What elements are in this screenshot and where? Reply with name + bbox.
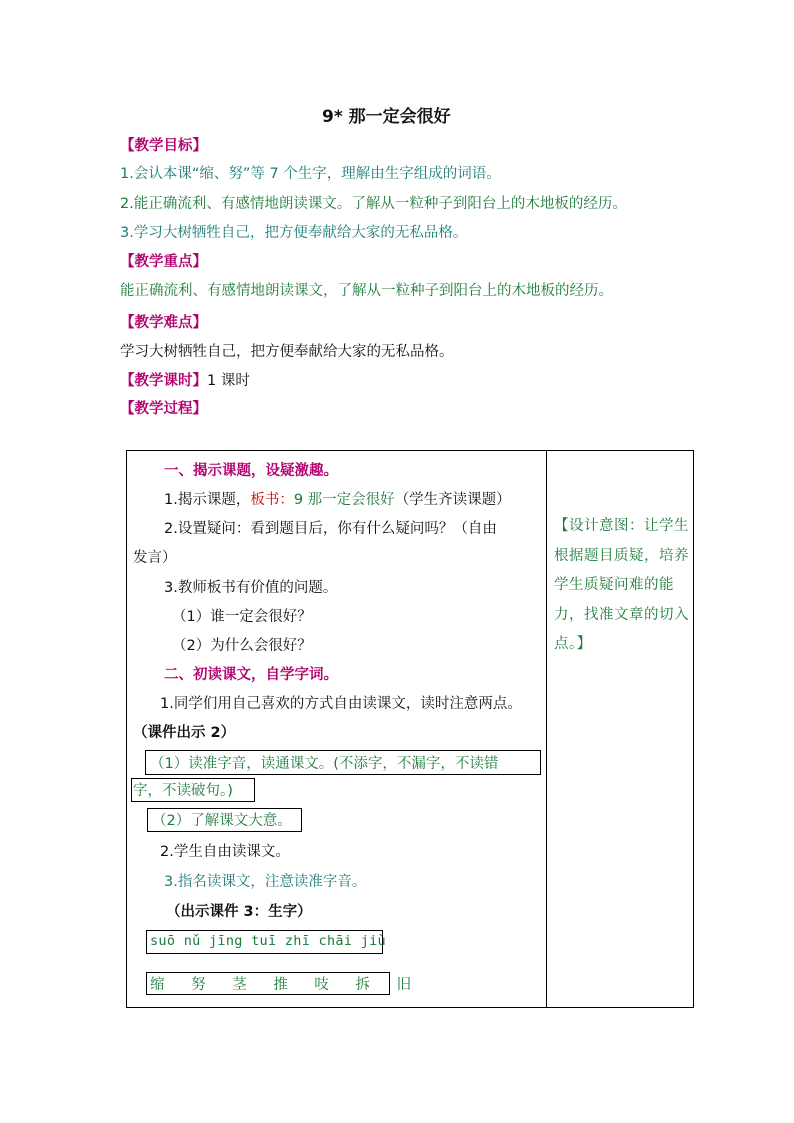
- hours-line: [120, 369, 250, 390]
- s2-line1: 1.同学们用自己喜欢的方式自由读课文，读时注意两点。: [160, 696, 522, 712]
- reading-requirement-1: （1）读准字音，读通课文。(不添字，不漏字，不读错: [150, 756, 499, 772]
- objectives-heading: 【教学目标】: [120, 138, 207, 154]
- board-writing-title: 9 那一定会很好: [293, 492, 395, 508]
- question-1: （1）谁一定会很好？: [172, 609, 312, 625]
- s2-line2: 2.学生自由读课文。: [160, 844, 290, 860]
- objective-item: 3.学习大树牺牲自己，把方便奉献给大家的无私品格。: [120, 225, 468, 241]
- question-2: （2）为什么会很好？: [172, 638, 312, 654]
- section1-title: 一、揭示课题，设疑激趣。: [164, 463, 338, 479]
- pinyin-row: suō nǔ jīng tuī zhī chāi jiù: [150, 933, 386, 949]
- key-points-text: 能正确流利、有感情地朗读课文，了解从一粒种子到阳台上的木地板的经历。: [120, 283, 613, 299]
- s1-line3: 3.教师板书有价值的问题。: [164, 580, 338, 596]
- process-heading: 【教学过程】: [120, 401, 207, 417]
- hours-value: 1 课时: [207, 373, 250, 389]
- objective-item: 2.能正确流利、有感情地朗读课文。了解从一粒种子到阳台上的木地板的经历。: [120, 196, 627, 212]
- table-divider: [546, 450, 547, 1008]
- hours-heading: 【教学课时】: [120, 373, 207, 389]
- characters-row: 缩 努 茎 推 吱 拆 旧: [150, 977, 423, 993]
- reading-requirement-2: （2）了解课文大意。: [152, 813, 292, 829]
- reading-requirement-1-cont: 字，不读破句。): [133, 783, 233, 799]
- courseware-2: （课件出示 2）: [133, 725, 236, 741]
- design-intent-note: 【设计意图：让学生根据题目质疑，培养学生质疑问难的能力，找准文章的切入点。】: [554, 518, 689, 652]
- s1-line1-d: （学生齐读课题）: [394, 492, 511, 508]
- difficulties-text: 学习大树牺牲自己，把方便奉献给大家的无私品格。: [120, 344, 454, 360]
- courseware-3: （出示课件 3：生字）: [166, 904, 312, 920]
- s1-line1-a: 1.揭示课题，: [164, 492, 251, 508]
- key-points-heading: 【教学重点】: [120, 254, 207, 270]
- s1-line1: [164, 488, 511, 509]
- section2-title: 二、初读课文，自学字词。: [164, 667, 338, 683]
- s1-line2-cont: 发言）: [133, 550, 177, 566]
- s1-line2: 2.设置疑问：看到题目后，你有什么疑问吗？（自由: [164, 521, 497, 537]
- page-title: 9* 那一定会很好: [322, 107, 451, 127]
- s2-line3: 3.指名读课文，注意读准字音。: [164, 874, 367, 890]
- board-writing-label: 板书：: [250, 492, 294, 508]
- objective-item: 1.会认本课“缩、努”等 7 个生字，理解由生字组成的词语。: [120, 166, 501, 182]
- difficulties-heading: 【教学难点】: [120, 315, 207, 331]
